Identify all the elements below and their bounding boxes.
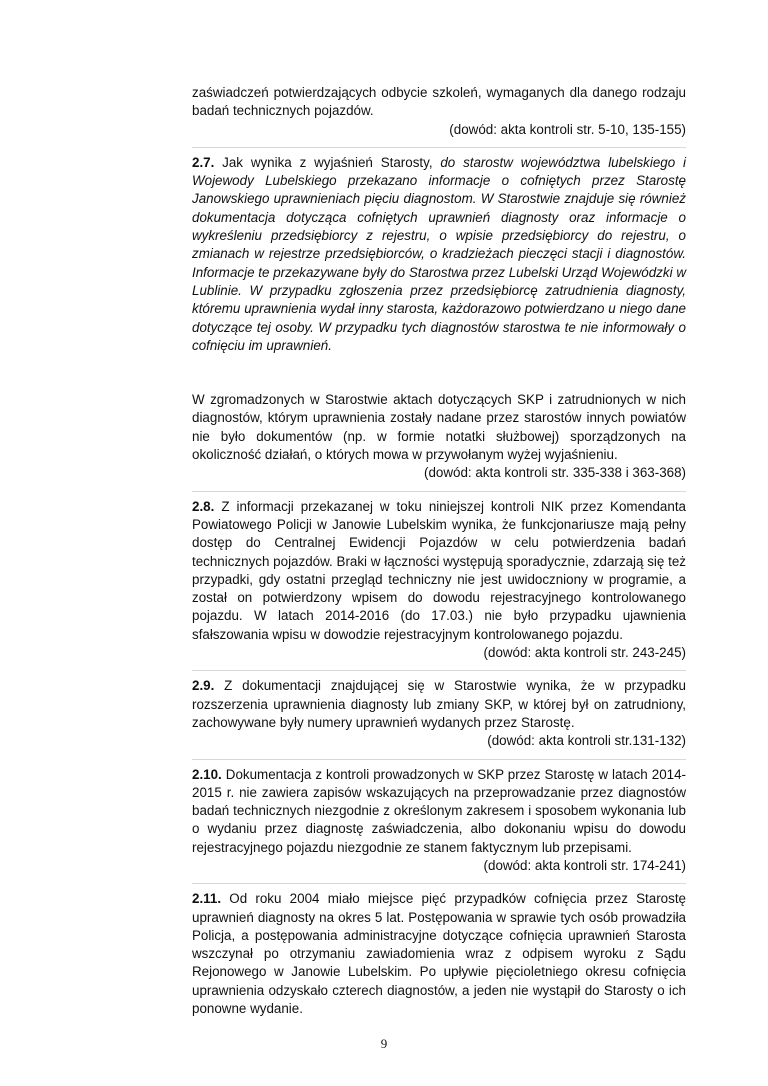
intro-paragraph: zaświadczeń potwierdzających odbycie szkoleń, wymaganych dla danego rodzaju badań technicznych pojazdów.: [192, 85, 686, 119]
section-2-7-paragraph: [192, 154, 686, 355]
quoted-explanation: do starostw województwa lubelskiego i Wojewody Lubelskiego przekazano informacje o cofniętych przez Starostę Janowskiego uprawnieniach pięciu diagnostom. W Starostwie znajduje się również dokumentacja dotycząca cofniętych uprawnień diagnosty oraz informacje o wykreśleniu przedsiębiorcy z rejestru, o wpisie przedsiębiorcy do rejestru, o zmianach w rejestrze przedsiębiorców, o kradzieżach pieczęci stacji i diagnostów. Informacje te przekazywane były do Starostwa przez Lubelski Urząd Wojewódzki w Lublinie. W przypadku zgłoszenia przez przedsiębiorcę zatrudnienia diagnosty, któremu uprawnienia wydał inny starosta, każdorazowo potwierdzano u niego dane dotyczące tej osoby. W przypadku tych diagnostów starostwa te nie informowały o cofnięciu im uprawnień.: [192, 154, 686, 353]
page-number: 9: [380, 1036, 388, 1051]
section-number: 2.11.: [192, 891, 222, 907]
evidence-reference: (dowód: akta kontroli str. 5-10, 135-155): [449, 121, 686, 137]
section-number: 2.7.: [192, 154, 215, 170]
section-text: Jak wynika z wyjaśnień Starosty,: [214, 154, 441, 170]
section-2-7-findings: W zgromadzonych w Starostwie aktach dotyczących SKP i zatrudnionych w nich diagnostów, którym uprawnienia zostały nadane przez starostów innych powiatów nie było dokumentów (np. w formie notatki służbowej) sporządzonych na okoliczność działań, o których mowa w przywołanym wyżej wyjaśnieniu.: [192, 392, 686, 463]
evidence-reference: (dowód: akta kontroli str. 335-338 i 363-368): [423, 465, 686, 481]
section-2-8-paragraph: [192, 498, 686, 644]
section-divider: [192, 147, 686, 148]
section-text: Z dokumentacji znajdującej się w Starostwie wynika, że w przypadku rozszerzenia uprawnienia diagnosty lub zmiany SKP, w której był on zatrudniony, zachowywane były numery uprawnień wydanych przez Starostę.: [192, 678, 686, 730]
evidence-reference: (dowód: akta kontroli str.131-132): [487, 733, 686, 749]
section-divider: [192, 883, 686, 884]
section-text: Od roku 2004 miało miejsce pięć przypadków cofnięcia przez Starostę uprawnień diagnosty na okres 5 lat. Postępowania w sprawie tych osób prowadziła Policja, a postępowania administracyjne dotyczące cofnięcia uprawnień Starosta wszczynał po otrzymaniu zawiadomienia wraz z odpisem wyroku z Sądu Rejonowego w Janowie Lubelskim. Po upływie pięcioletniego okresu cofnięcia uprawnienia odzyskało czterech diagnostów, a jeden nie wystąpił do Starosty o ich ponowne wydanie.: [192, 891, 686, 1017]
section-divider: [192, 759, 686, 760]
evidence-reference: (dowód: akta kontroli str. 243-245): [483, 645, 686, 661]
section-2-11-paragraph: [192, 890, 686, 1018]
section-divider: [192, 670, 686, 671]
section-text: Dokumentacja z kontroli prowadzonych w SKP przez Starostę w latach 2014-2015 r. nie zawiera zapisów wskazujących na przeprowadzanie przez diagnostów badań technicznych niezgodnie z określonym zakresem i sposobem wykonania lub o wydaniu przez diagnostę zaświadczenia, albo dokonaniu wpisu do dowodu rejestracyjnego pojazdu niezgodnie ze stanem faktycznym lub przepisami.: [192, 766, 686, 855]
section-number: 2.8.: [192, 498, 215, 514]
section-text: Z informacji przekazanej w toku niniejszej kontroli NIK przez Komendanta Powiatowego Policji w Janowie Lubelskim wynika, że funkcjonariusze mają pełny dostęp do Centralnej Ewidencji Pojazdów w celu potwierdzenia badań technicznych pojazdów. Braki w łączności występują sporadycznie, zdarzają się też przypadki, gdy ostatni przegląd techniczny nie jest uwidoczniony w programie, a został on potwierdzony wpisem do dowodu rejestracyjnego kontrolowanego pojazdu. W latach 2014-2016 (do 17.03.) nie było przypadku ujawnienia sfałszowania wpisu w dowodzie rejestracyjnym kontrolowanego pojazdu.: [192, 498, 686, 642]
document-body: [192, 84, 686, 1018]
evidence-reference: (dowód: akta kontroli str. 174-241): [483, 857, 686, 873]
section-2-10-paragraph: [192, 766, 686, 857]
section-divider: [192, 491, 686, 492]
section-2-9-paragraph: [192, 677, 686, 732]
section-number: 2.9.: [192, 678, 215, 694]
section-number: 2.10.: [192, 766, 222, 782]
